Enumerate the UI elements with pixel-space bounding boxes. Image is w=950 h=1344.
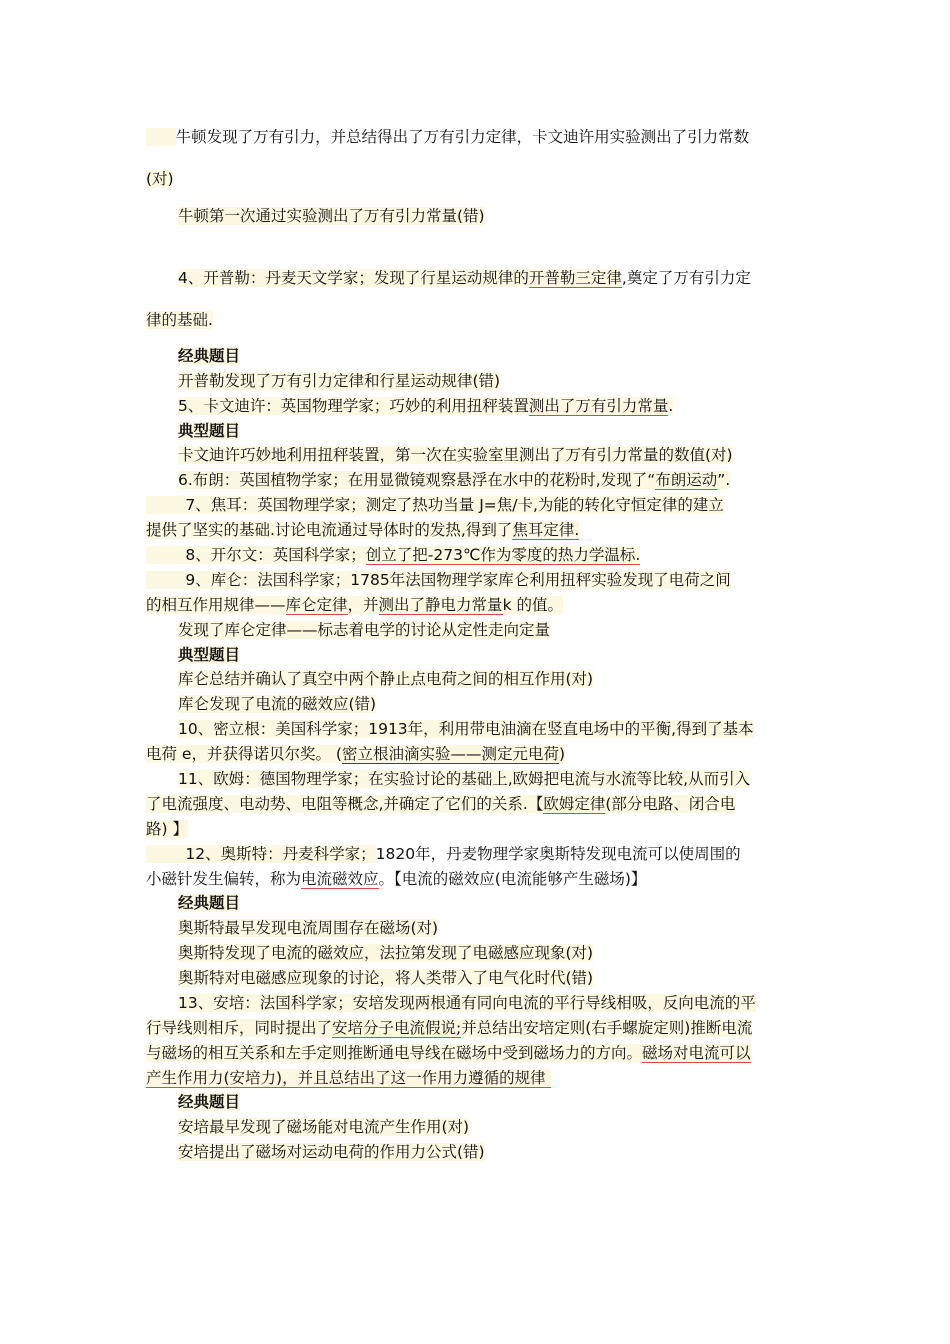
- text-segment: 7、焦耳：英国物理学家；测定了热功当量 J=焦/卡,为能的转化守恒定律的建立: [146, 496, 724, 514]
- text-segment: [146, 128, 176, 146]
- text-line: [178, 619, 950, 641]
- text-segment: 电荷 e，并获得诺贝尔奖。 (: [146, 745, 342, 763]
- text-segment: ”.: [717, 471, 731, 489]
- text-line: [146, 594, 950, 616]
- text-segment: 的相互作用规律——: [146, 596, 286, 614]
- text-line: [178, 917, 950, 939]
- text-line: [178, 395, 950, 417]
- text-line: [146, 309, 950, 331]
- text-line: [146, 168, 950, 190]
- text-line: [178, 444, 950, 466]
- text-segment: 行导线则相斥，同时提出了: [146, 1019, 333, 1037]
- text-segment: 库仑发现了电流的磁效应(错): [178, 695, 377, 713]
- text-segment: (对): [146, 170, 174, 188]
- text-segment: 牛顿第一次通过实验测出了万有引力常量(错): [178, 207, 485, 225]
- text-line: [178, 942, 950, 964]
- text-segment: 发现了库仑定律——标志着电学的讨论从定性走向定量: [178, 621, 551, 639]
- text-segment: 卡文迪许巧妙地利用扭秤装置，第一次在实验室里测出了万有引力常量的数值(对): [178, 446, 733, 464]
- text-line: [178, 469, 950, 491]
- text-segment: 奥斯特最早发现电流周围存在磁场(对): [178, 919, 439, 937]
- text-line: [178, 1141, 950, 1163]
- text-segment: 安培最早发现了磁场能对电流产生作用(对): [178, 1118, 470, 1136]
- text-segment: 13、安培：法国科学家；安培发现两根通有同向电流的平行导线相吸，反向电流的平: [178, 994, 756, 1012]
- underlined-text: 库仑定律: [285, 596, 348, 614]
- underlined-text: 焦耳定律.: [512, 521, 580, 539]
- text-line: [178, 967, 950, 989]
- text-line: [178, 768, 950, 790]
- text-line: [146, 544, 950, 566]
- text-segment: 6.布朗：英国植物学家；在用显微镜观察悬浮在水中的花粉时,发现了“: [178, 471, 656, 489]
- text-segment: 1820年，丹麦物理学家奥斯特发现电流可以使周围的: [375, 845, 741, 863]
- underlined-text: 测出了静电力常量: [378, 596, 503, 614]
- text-line: [146, 843, 950, 865]
- text-line: [178, 693, 950, 715]
- section-heading: 典型题目: [178, 646, 241, 664]
- text-line: [146, 743, 950, 765]
- text-line: [178, 668, 950, 690]
- text-segment: 提供了坚实的基础.讨论电流通过导体时的发热,得到了: [146, 521, 513, 539]
- section-heading: 经典题目: [178, 1093, 241, 1111]
- text-segment: 并总结出安培定则(右手螺旋定则)推断电流: [461, 1019, 753, 1037]
- underlined-text: 磁场对电流可以: [642, 1044, 751, 1062]
- text-segment: 10、密立根：美国科学家；1913年，利用带电油滴在竖直电场中的平衡,得到了基本: [178, 720, 754, 738]
- text-line: [178, 1116, 950, 1138]
- text-line: [178, 992, 950, 1014]
- text-line: [178, 892, 950, 914]
- text-line: [178, 345, 950, 367]
- text-line: [146, 519, 950, 541]
- text-segment: 小磁针发生偏转，称为: [146, 870, 302, 888]
- text-line: [146, 1067, 950, 1089]
- text-line: [178, 205, 950, 227]
- section-heading: 经典题目: [178, 894, 241, 912]
- text-segment: 。【电流的磁效应(电流能够产生磁场)】: [378, 870, 647, 888]
- text-segment: ,奠定了万有引力定: [621, 269, 751, 287]
- underlined-text: 布朗运动: [655, 471, 718, 489]
- text-line: [178, 718, 950, 740]
- text-segment: 5、卡文迪许：英国物理学家；巧妙的利用扭秤装置: [178, 397, 529, 415]
- section-heading: 典型题目: [178, 422, 241, 440]
- text-segment: 12、奥斯特：丹麦科学家；: [146, 845, 376, 863]
- text-line: [146, 793, 950, 815]
- text-line: [146, 1017, 950, 1039]
- underlined-text: 密立根油滴实验——测定元电荷: [341, 745, 559, 763]
- text-line: [146, 569, 950, 591]
- text-segment: .: [668, 397, 674, 415]
- text-segment: 9、库仑：法国科学家；1785年法国物理学家库仑利用扭秤实验发现了电荷之间: [146, 571, 731, 589]
- underlined-text: 电流磁效应: [301, 870, 379, 888]
- text-line: [178, 370, 950, 392]
- text-line: [146, 868, 950, 890]
- text-line: [146, 1042, 950, 1064]
- text-segment: ，并: [347, 596, 379, 614]
- underlined-text: 安培分子电流假说;: [332, 1019, 462, 1037]
- text-line: [178, 644, 950, 666]
- text-line: [146, 818, 950, 840]
- text-segment: 安培提出了磁场对运动电荷的作用力公式(错): [178, 1143, 485, 1161]
- text-line: [178, 1091, 950, 1113]
- text-segment: 8、开尔文：英国科学家；: [146, 546, 366, 564]
- section-heading: 经典题目: [178, 347, 241, 365]
- text-segment: 库仑总结并确认了真空中两个静止点电荷之间的相互作用(对): [178, 670, 594, 688]
- underlined-text: 开普勒三定律: [528, 269, 622, 287]
- text-segment: 4、开普勒：丹麦天文学家；发现了行星运动规律的: [178, 269, 529, 287]
- text-segment: (部分电路、闭合电: [605, 795, 736, 813]
- text-segment: 奥斯特发现了电流的磁效应，法拉第发现了电磁感应现象(对): [178, 944, 594, 962]
- text-line: [178, 267, 950, 289]
- text-segment: 开普勒发现了万有引力定律和行星运动规律(错): [178, 372, 501, 390]
- text-segment: 与磁场的相互关系和左手定则推断通电导线在磁场中受到磁场力的方向。: [146, 1044, 643, 1062]
- text-line: [178, 420, 950, 442]
- text-segment: 牛顿发现了万有引力，并总结得出了万有引力定律，卡文迪许用实验测出了引力常数: [175, 128, 750, 146]
- underlined-text: 测出了万有引力常量: [528, 397, 669, 415]
- text-segment: 奥斯特对电磁感应现象的讨论，将人类带入了电气化时代(错): [178, 969, 594, 987]
- text-segment: 11、欧姆：德国物理学家；在实验讨论的基础上,欧姆把电流与水流等比较,从而引入: [178, 770, 751, 788]
- text-segment: 律的基础.: [146, 311, 213, 329]
- underlined-text: 产生作用力(安培力)，并且总结出了这一作用力遵循的规律: [146, 1069, 551, 1087]
- text-line: [146, 126, 950, 148]
- text-segment: k 的值。: [502, 596, 563, 614]
- text-segment: 了电流强度、电动势、电阻等概念,并确定了它们的关系.【: [146, 795, 544, 813]
- text-segment: ): [558, 745, 566, 763]
- text-segment: 路) 】: [146, 820, 188, 838]
- text-line: [146, 494, 950, 516]
- underlined-text: 欧姆定律: [543, 795, 606, 813]
- underlined-text: 创立了把-273℃作为零度的热力学温标.: [365, 546, 641, 564]
